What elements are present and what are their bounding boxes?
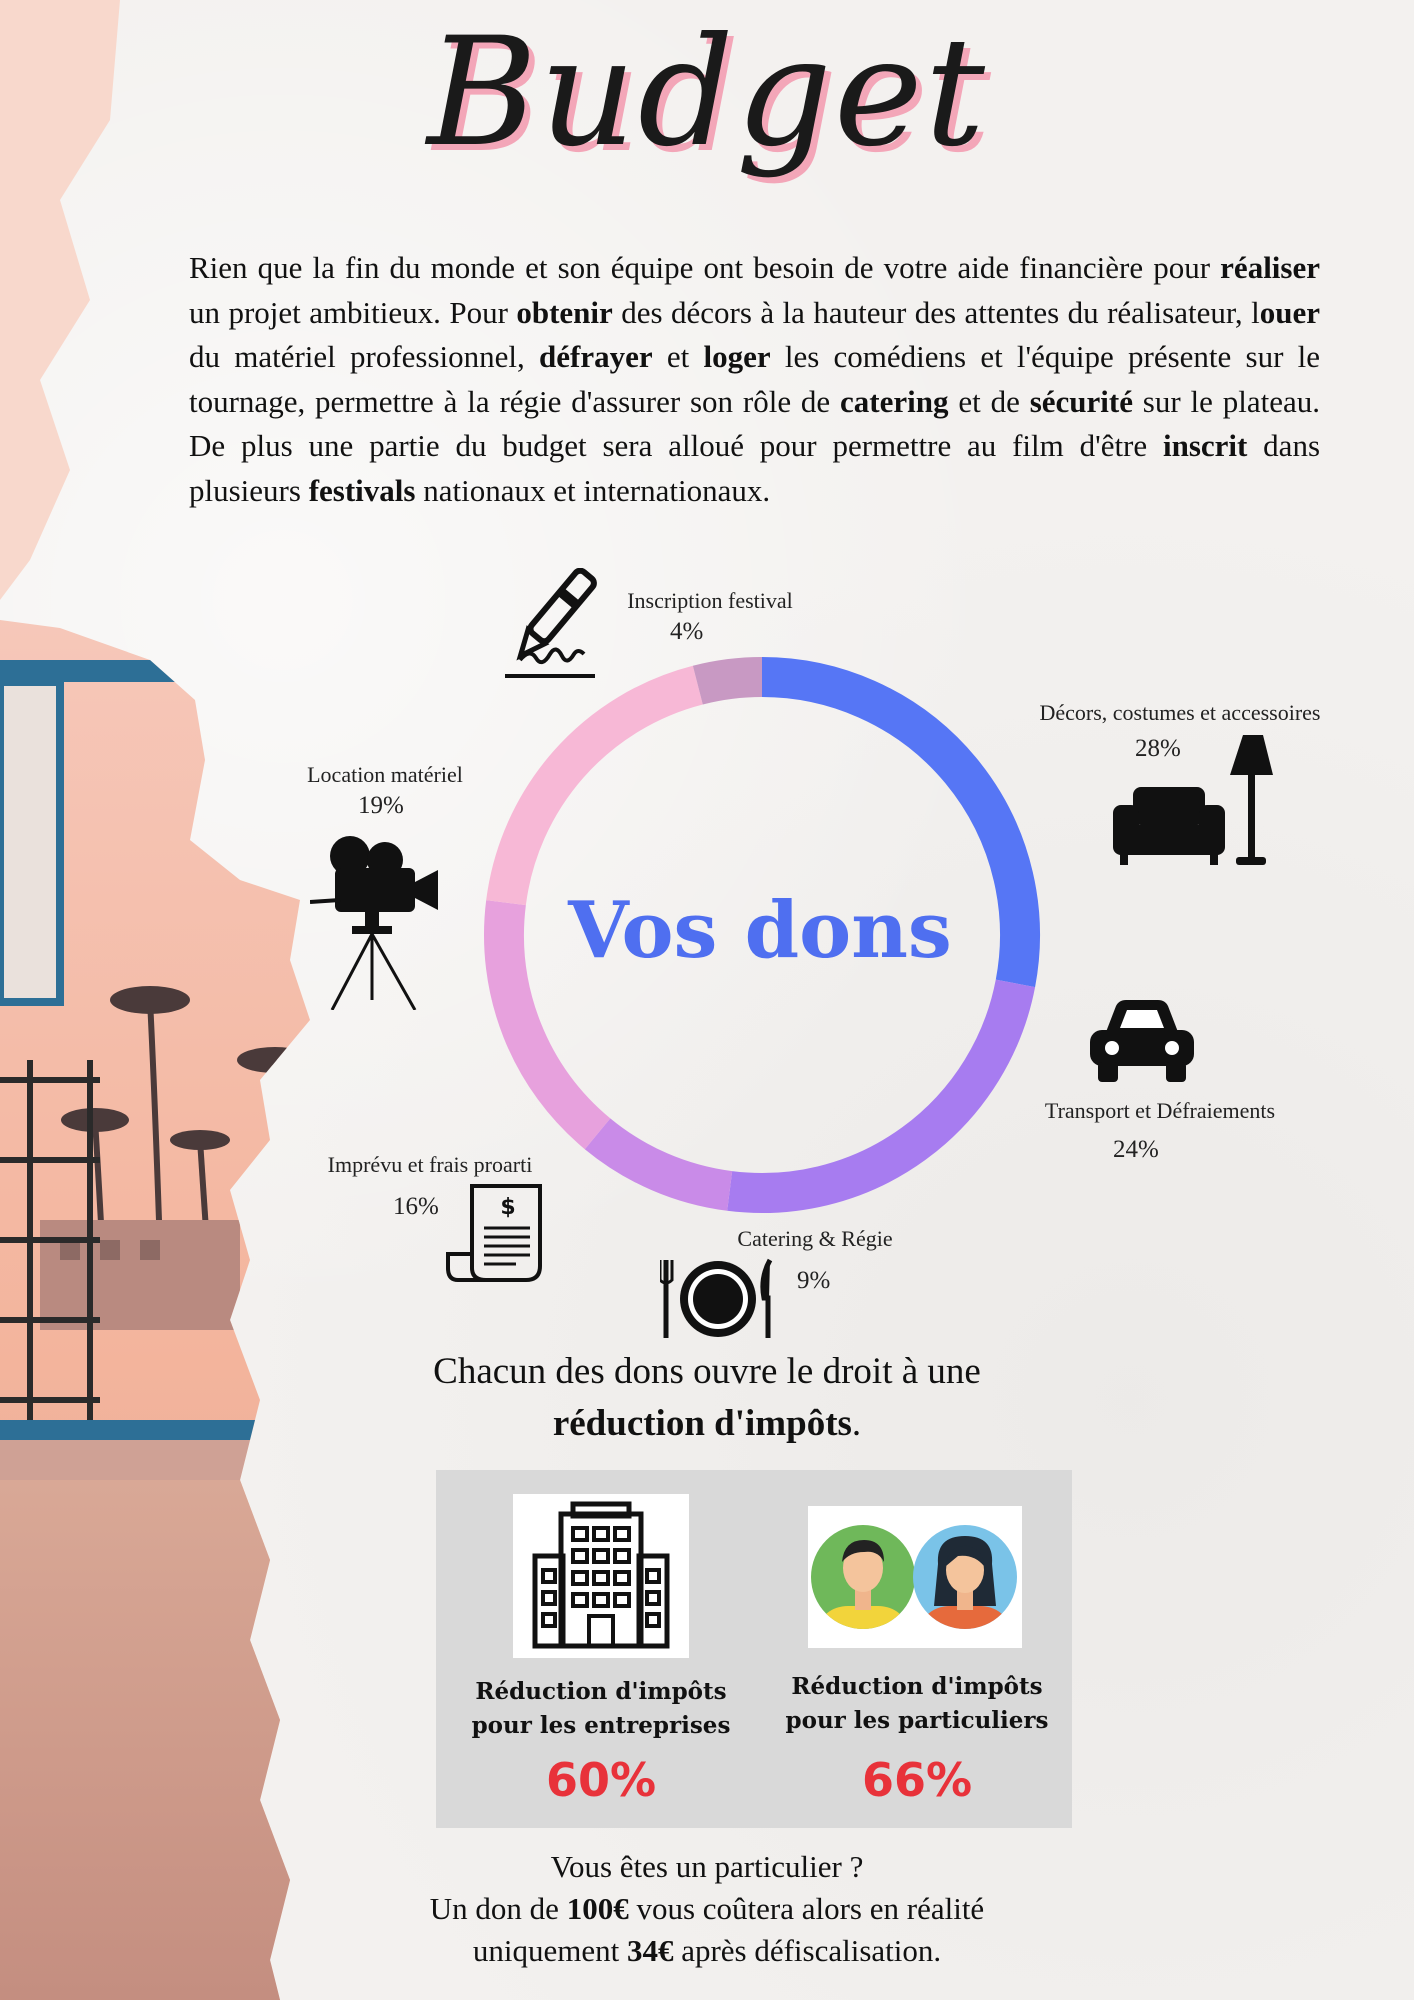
intro-keyword: défrayer xyxy=(539,339,653,374)
label-location-materiel: Location matériel xyxy=(307,762,463,787)
intro-text: les comédiens et l'équipe présente sur le tournage, permettre à la régie d'assurer son rôle de xyxy=(189,339,1320,419)
intro-text: sur le plateau. De plus une partie du budget sera alloué pour permettre au film d'être xyxy=(189,383,1321,463)
intro-keyword: sécurité xyxy=(1029,383,1133,419)
tax-highlight: réduction d'impôts xyxy=(552,1403,852,1444)
company-card-title-line-2: pour les entreprises xyxy=(471,1712,731,1739)
car-icon xyxy=(1088,998,1196,1084)
intro-keyword: ouer xyxy=(1259,294,1320,330)
page-title: Budget xyxy=(427,6,987,180)
intro-text: Rien que la fin du monde et son équipe ont besoin de votre aide financière pour xyxy=(189,250,1221,285)
intro-text: un projet ambitieux. Pour xyxy=(189,294,517,330)
company-card-image xyxy=(513,1494,689,1658)
intro-text: et xyxy=(652,339,704,374)
intro-keyword: obtenir xyxy=(516,294,613,330)
intro-text: nationaux et internationaux. xyxy=(415,472,771,508)
intro-paragraph xyxy=(189,246,1320,513)
individual-card-title xyxy=(782,1670,1052,1738)
intro-keyword: réaliser xyxy=(1220,250,1320,285)
footer-line-3-start: uniquement xyxy=(472,1933,627,1968)
tax-period: . xyxy=(851,1403,862,1444)
pct-location-materiel: 19% xyxy=(358,792,404,819)
pct-inscription-festival: 4% xyxy=(670,618,704,645)
intro-text: dans plusieurs xyxy=(189,428,1321,508)
pct-catering: 9% xyxy=(797,1267,831,1294)
pct-decors: 28% xyxy=(1135,735,1181,762)
footer-line-2 xyxy=(0,1888,1414,1930)
pct-imprevu: 16% xyxy=(393,1193,439,1220)
label-decors: Décors, costumes et accessoires xyxy=(1039,700,1321,725)
tax-intro-line-2 xyxy=(0,1402,1414,1445)
plate-cutlery-icon xyxy=(660,1258,775,1340)
individual-reduction-percent: 66% xyxy=(861,1753,973,1807)
intro-keyword: inscrit xyxy=(1162,428,1248,463)
tax-intro-line: Chacun des dons ouvre le droit à une xyxy=(433,1351,981,1392)
footer-line-3 xyxy=(0,1930,1414,1972)
intro-keyword: festivals xyxy=(308,472,416,508)
donut-center-label: Vos dons xyxy=(568,885,952,976)
footer-amount-donation: 100€ xyxy=(566,1891,629,1926)
office-building-icon xyxy=(513,1494,689,1658)
intro-text: des décors à la hauteur des attentes du réalisateur, l xyxy=(612,294,1260,330)
footer-amount-net: 34€ xyxy=(626,1933,674,1968)
label-transport: Transport et Défraiements xyxy=(1044,1098,1276,1123)
label-inscription-festival: Inscription festival xyxy=(627,588,793,613)
svg-text:$: $ xyxy=(500,1195,516,1220)
people-avatars-icon xyxy=(808,1506,1022,1648)
intro-text: et de xyxy=(948,383,1030,419)
film-camera-icon xyxy=(310,830,440,1010)
intro-keyword: loger xyxy=(703,339,771,374)
individual-card-title-line-2: pour les particuliers xyxy=(785,1707,1049,1734)
individual-card-image xyxy=(808,1506,1022,1648)
receipt-icon xyxy=(446,1184,546,1284)
intro-keyword: catering xyxy=(840,383,949,419)
footer-line-2-start: Un don de xyxy=(429,1891,567,1926)
pct-transport: 24% xyxy=(1113,1136,1159,1163)
footer-line-1: Vous êtes un particulier ? xyxy=(550,1849,864,1884)
individual-card-title-line-1: Réduction d'impôts xyxy=(791,1673,1043,1700)
tax-reduction-panel xyxy=(436,1470,1072,1828)
sofa-lamp-icon xyxy=(1108,735,1273,875)
company-reduction-percent: 60% xyxy=(545,1753,657,1807)
footer-line-3-end: après défiscalisation. xyxy=(673,1933,942,1968)
label-catering: Catering & Régie xyxy=(737,1226,893,1251)
pen-signature-icon xyxy=(500,568,600,683)
label-imprevu: Imprévu et frais proarti xyxy=(327,1152,533,1177)
footer-line-2-end: vous coûtera alors en réalité xyxy=(628,1891,985,1926)
company-card-title xyxy=(466,1675,736,1743)
company-card-title-line-1: Réduction d'impôts xyxy=(475,1678,727,1705)
intro-text: du matériel professionnel, xyxy=(189,339,540,374)
